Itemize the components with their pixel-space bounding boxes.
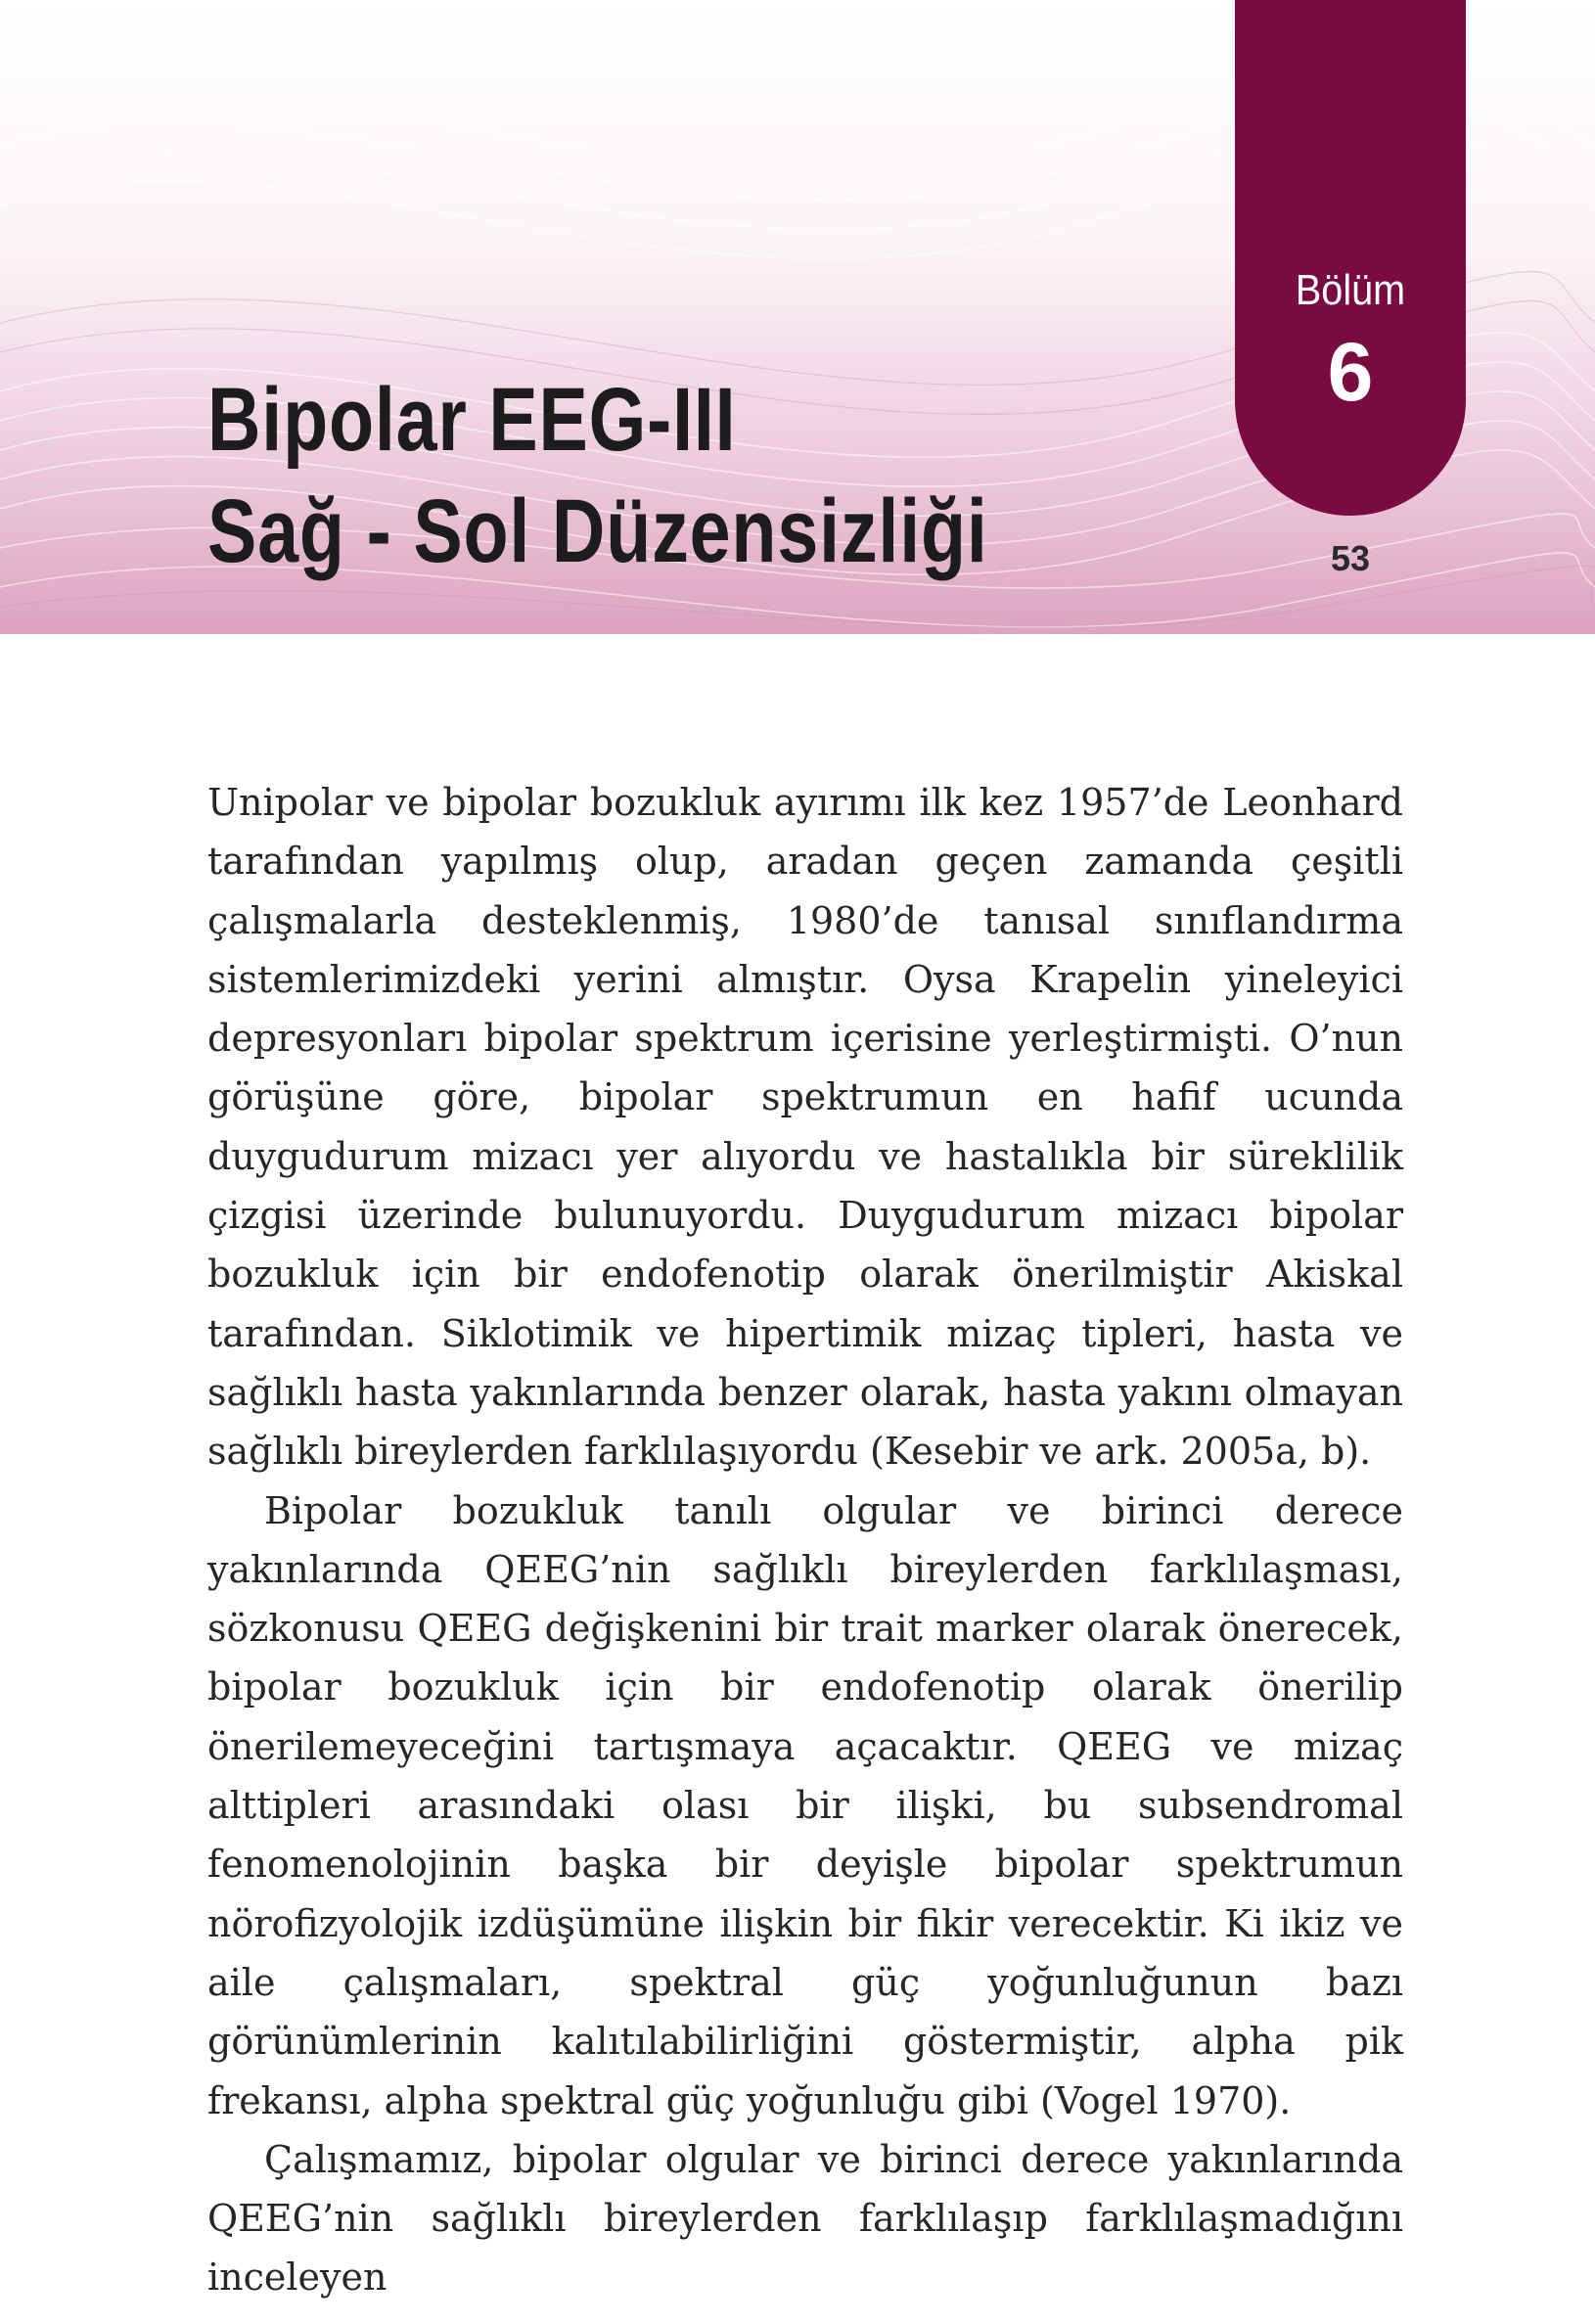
paragraph: Unipolar ve bipolar bozukluk ayırımı ilk kez 1957’de Leonhard tarafından yapılmış olup, aradan geçen zamanda çeşitli çalışmalarla desteklenmiş, 1980’de tanısal sınıflandırma sistemlerimizdeki yerini almıştır. Oysa Krapelin yineleyici depresyonları bipolar spektrum içerisine yerleştirmişti. O’nun görüşüne göre, bipolar spektrumun en hafif ucunda duygudurum mizacı yer alıyordu ve hastalıkla bir süreklilik çizgisi üzerinde bulunuyordu. Duygudurum mizacı bipolar bozukluk için bir endofenotip olarak önerilmiştir Akiskal tarafından. Siklotimik ve hipertimik mizaç tipleri, hasta ve sağlıklı hasta yakınlarında benzer olarak, hasta yakını olmayan sağlıklı bireylerden farklılaşıyordu (Kesebir ve ark. 2005a, b). [207, 781, 1403, 1474]
chapter-tab [1235, 0, 1466, 516]
chapter-title-line-1: Bipolar EEG-III [207, 370, 737, 470]
paragraph: Bipolar bozukluk tanılı olgular ve birinci derece yakınlarında QEEG’nin sağlıklı bireylerden farklılaşması, sözkonusu QEEG değişkenini bir trait marker olarak önerecek, bipolar bozukluk için bir endofenotip olarak önerilip önerilemeyeceğini tartışmaya açacaktır. QEEG ve mizaç alttipleri arasındaki olası bir ilişki, bu subsendromal fenomenolojinin başka bir deyişle bipolar spektrumun nörofizyolojik izdüşümüne ilişkin bir fikir verecektir. Ki ikiz ve aile çalışmaları, spektral güç yoğunluğunun bazı görünümlerinin kalıtılabilirliğini göstermiştir, alpha pik frekansı, alpha spektral güç yoğunluğu gibi (Vogel 1970). [207, 1488, 1403, 2122]
chapter-title-line-2: Sağ - Sol Düzensizliği [207, 481, 988, 581]
body-text [207, 773, 1403, 2307]
chapter-title [207, 364, 988, 587]
page-number: 53 [1330, 538, 1371, 578]
chapter-number: 6 [1327, 326, 1374, 418]
paragraph: Çalışmamız, bipolar olgular ve birinci derece yakınlarında QEEG’nin sağlıklı bireylerden farklılaşıp farklılaşmadığını inceleyen [207, 2137, 1403, 2300]
chapter-label: Bölüm [1295, 266, 1406, 314]
